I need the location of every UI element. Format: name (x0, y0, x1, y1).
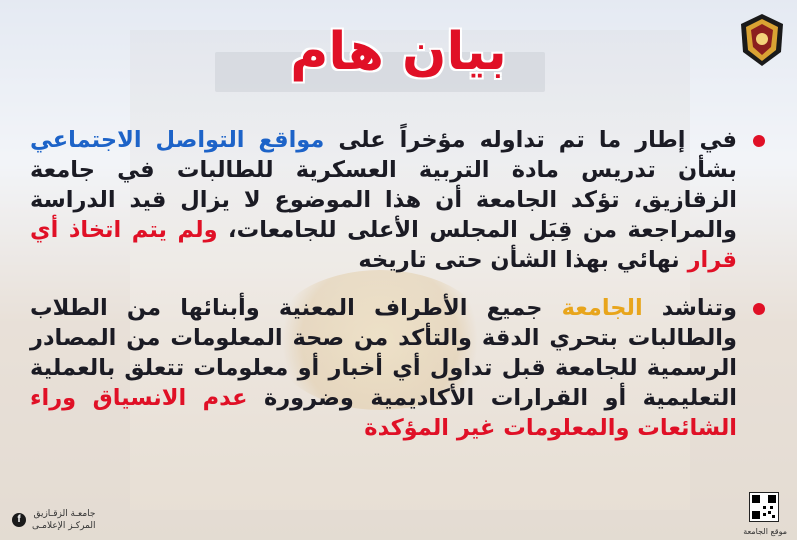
qr-code-icon (749, 492, 779, 522)
paragraph1-highlight-social-media: مواقع التواصل الاجتماعي (30, 127, 325, 153)
qr-label: موقع الجامعة (743, 527, 787, 536)
footer-credit-text (32, 508, 96, 532)
paragraph1-text-1: في إطار ما تم تداوله مؤخراً على (324, 127, 738, 153)
paragraph1-highlight-no-decision: ولم يتم اتخاذ أي قرار (30, 217, 737, 273)
paragraph1-text-3: نهائي بهذا الشأن حتى تاريخه (358, 247, 688, 273)
page-title: بيان هام (290, 22, 507, 82)
footer-line-1: جامعـة الزقـازيق (33, 509, 96, 519)
paragraph2-highlight-university: الجامعة (561, 295, 643, 321)
statement-paragraph-2 (30, 293, 765, 443)
paragraph2-text-1: وتناشد (642, 295, 737, 321)
bullet-icon (753, 303, 765, 315)
paragraph2-highlight-rumors: عدم الانسياق وراء الشائعات والمعلومات غير المؤكدة (30, 385, 737, 441)
bullet-icon (753, 135, 765, 147)
facebook-icon[interactable]: f (12, 513, 26, 527)
paragraph2-text-2: جميع الأطراف المعنية وأبنائها من الطلاب والطالبات بتحري الدقة والتأكد من صحة المعلومات من المصادر الرسمية للجامعة قبل تداول أي أخبار أو معلومات تتعلق بالعملية التعليمية أو القرارات الأكاديمية وضرورة (30, 295, 737, 411)
statement-paragraph-1 (30, 125, 765, 275)
footer-credit (12, 508, 96, 532)
footer-line-2: المركـز الإعلامـى (32, 521, 96, 531)
statement-body (30, 125, 765, 461)
paragraph1-text-2: بشأن تدريس مادة التربية العسكرية للطالبات في جامعة الزقازيق، تؤكد الجامعة أن هذا الموضوع لا يزال قيد الدراسة والمراجعة من قِبَل المجلس الأعلى للجامعات، (30, 157, 738, 243)
